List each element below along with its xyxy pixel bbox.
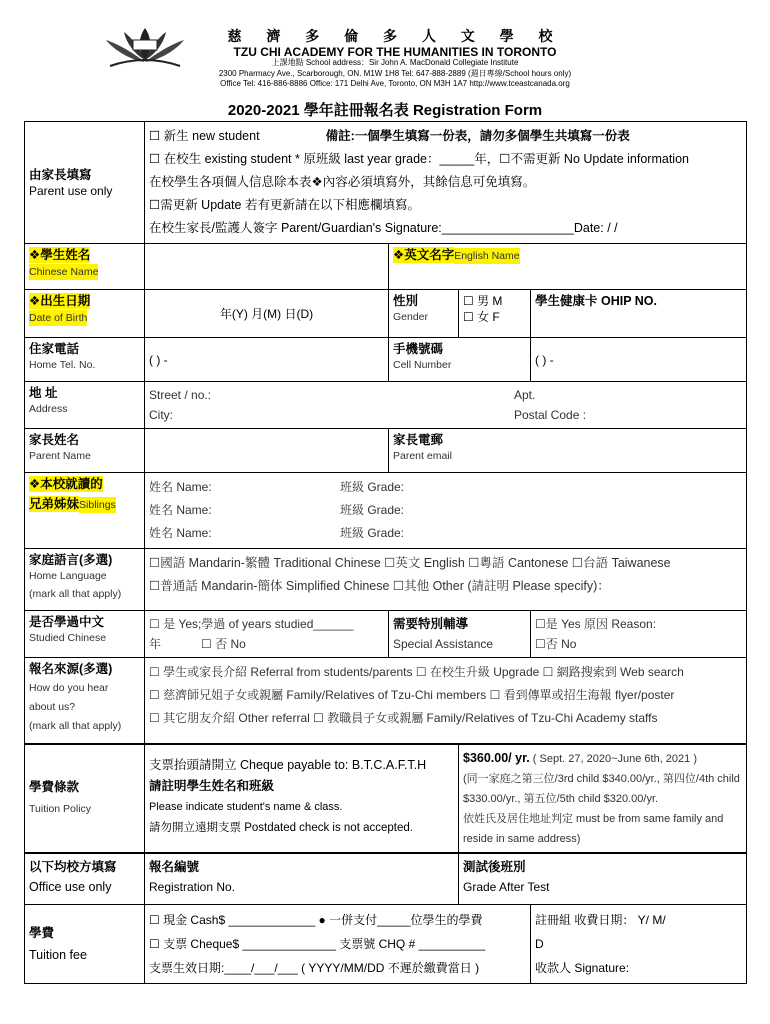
payment-date-field[interactable]: 註冊組 收費日期： Y/ M/ (535, 913, 666, 927)
existing-student-checkbox[interactable]: ☐ 在校生 existing student * 原班級 last year grade：_____年，☐不需更新 No Update information (149, 152, 689, 166)
cheque-payable: 支票抬頭請開立 Cheque payable to: B.T.C.A.F.T.H (149, 757, 427, 772)
source-options-3[interactable]: ☐ 其它朋友介紹 Other referral ☐ 教職員子女或親屬 Family/Relatives of Tzu-Chi Academy staffs (149, 711, 658, 725)
tuition-fee: $360.00/ yr. (463, 750, 530, 765)
school-english-title: TZU CHI ACADEMY FOR THE HUMANITIES IN TORONTO (233, 45, 557, 59)
cheque-date-field[interactable]: 支票生效日期:____/___/___ ( YYYY/MM/DD 不遲於繳費當日 ) (149, 961, 480, 975)
male-checkbox[interactable]: ☐ 男 M (463, 294, 503, 308)
office-contact: Office Tel: 416-886-8886 Office: 171 Delhi Ave, Toronto, ON M3H 1A7 http://www.tceastcanada.org (220, 79, 570, 88)
form-note: 備註:一個學生填寫一份表，請勿多個學生共填寫一份表 (325, 129, 630, 143)
form-title: 2020-2021 學年註冊報名表 Registration Form (227, 102, 543, 119)
female-checkbox[interactable]: ☐ 女 F (463, 310, 500, 324)
home-language-options-1[interactable]: ☐國語 Mandarin-繁體 Traditional Chinese ☐英文 English ☐粵語 Cantonese ☐台語 Taiwanese (149, 556, 671, 570)
cheque-payment-field[interactable]: ☐ 支票 Cheque$ ______________ 支票號 CHQ # __________ (149, 937, 486, 951)
school-address: 上課地點 School address：Sir John A. MacDonald Collegiate Institute (271, 58, 519, 67)
school-contact: 2300 Pharmacy Ave., Scarborough, ON. M1W 1H8 Tel: 647-888-2889 (週日專線/School hours only) (218, 69, 572, 78)
home-language-options-2[interactable]: ☐普通話 Mandarin-簡体 Simplified Chinese ☐其他 Other (請註明 Please specify)： (149, 579, 610, 593)
parent-use-label: 由家長填寫 (29, 167, 92, 182)
source-options-2[interactable]: ☐ 慈濟師兄姐子女或親屬 Family/Relatives of Tzu-Chi members ☐ 看到傳單或招生海報 flyer/poster (149, 688, 675, 702)
grade-after-test-field[interactable]: Grade After Test (463, 879, 550, 894)
parent-email-input[interactable] (531, 429, 747, 473)
school-chinese-title: 慈 濟 多 倫 多 人 文 學 校 (227, 29, 563, 45)
ohip-number-field[interactable]: 學生健康卡 OHIP NO. (531, 290, 747, 338)
cash-payment-field[interactable]: ☐ 現金 Cash$ _____________ ● 一併支付_____位學生的學費 (149, 913, 483, 927)
registration-table: 由家長填寫 Parent use only ☐ 新生 new student 備註:一個學生填寫一份表，請勿多個學生共填寫一份表 ☐ 在校生 existing student * 原班級 last year grade：_____年，☐不需更新 No Update information 在校學生各項個人信息除本表❖內容必須填寫外，其餘信息可免填寫。 ☐需更新 Update 若有更新請在以下相應欄填寫。 在校生家長/監護人簽字 Parent/Guardian's Signature:___________________Date: / / ❖學生姓名Chinese Name ❖英文名字English Name ❖出生日期Date of Birth 年(Y) 月(M) 日(D) 性別 Gender ☐ 男 M ☐ 女 F 學生健康卡 OHIP NO. 住家電話 Home Tel. No. ( ) - 手機號碼 Cell Number ( ) - 地 址 Address Street / no.: Apt. City: Postal Code : 家長姓名 Parent Name 家長電郵 Parent email ❖本校就讀的兄弟姊妹Siblings 姓名 Name: 班級 Grade: 姓名 Name: 班級 Grade: 姓名 Name: 班級 Grade: 家庭語言(多選) Home Language (mark all that apply) ☐國語 Mandarin-繁體 Traditional Chinese ☐英文 English ☐粵語 Cantonese ☐台語 Taiwanese ☐普通話 Mandarin-簡体 Simplified Chinese ☐其他 Other (請註明 Please specify)： 是否學過中文 Studied Chinese ☐ 是 Yes;學過 of years studied______ 年 ☐ 否 No 需要特別輔導 Special Assistance ☐是 Yes 原因 Reason: ☐否 No 報名來源(多選) How do you hear about us? (mark all that apply) ☐ 學生或家長介紹 Referral from students/parents ☐ 在校生升級 Upgrade ☐ 網路搜索到 Web search ☐ 慈濟師兄姐子女或親屬 Family/Relatives of Tzu-Chi members ☐ 看到傳單或招生海報 flyer/poster ☐ 其它朋友介紹 Other referral ☐ 教職員子女或親屬 Family/Relatives of Tzu-Chi Academy staffs 學費條款 Tuition Policy 支票抬頭請開立 Cheque payable to: B.T.C.A.F.T.H 請註明學生姓名和班級 Please indicate student's name & class. 請勿開立遠期支票 Postdated check is not accepted. $360.00/ yr. ( Sept. 27, 2020~June 6th, 2021 ) (同一家庭之第三位/3rd child $340.00/yr., 第四位/4th child $330.00/yr., 第五位/5th child $320.00/yr. 依姓氏及居住地址判定 must be from same family and reside in same address) 以下均校方填寫 Office use only 報名編號 Registration No. 測試後班別 Grade After Test 學費 Tuition fee ☐ 現金 Cash$ _____________ ● 一併支付_____位學生的學費 ☐ 支票 Cheque$ ______________ 支票號 CHQ # __________ 支票生效日期:____/___/___ ( YYYY/MM/DD 不遲於繳費當日 ) 註冊組 收費日期： Y/ M/ D 收款人 Signature: (24, 121, 746, 984)
assistance-yes-checkbox[interactable]: ☐是 Yes 原因 Reason: (535, 617, 657, 631)
source-options-1[interactable]: ☐ 學生或家長介紹 Referral from students/parents ☐ 在校生升級 Upgrade ☐ 網路搜索到 Web search (149, 665, 684, 679)
receiver-signature-field[interactable]: 收款人 Signature: (535, 961, 630, 975)
studied-yes-checkbox[interactable]: ☐ 是 Yes;學過 of years studied______ (149, 617, 354, 631)
tzu-chi-lotus-logo-icon (100, 24, 190, 70)
form-header (0, 0, 770, 120)
parent-signature-field[interactable]: 在校生家長/監護人簽字 Parent/Guardian's Signature:___________________Date: / / (149, 221, 618, 235)
date-of-birth-input[interactable]: 年(Y) 月(M) 日(D) (145, 290, 389, 338)
english-name-input[interactable] (531, 244, 747, 290)
siblings-input[interactable]: 姓名 Name: 班級 Grade: 姓名 Name: 班級 Grade: 姓名 Name: 班級 Grade: (145, 473, 747, 549)
studied-no-checkbox[interactable]: ☐ 否 No (201, 637, 246, 651)
update-checkbox[interactable]: ☐需更新 Update 若有更新請在以下相應欄填寫。 (149, 198, 420, 212)
chinese-name-input[interactable] (145, 244, 389, 290)
address-input[interactable]: Street / no.: Apt. City: Postal Code : (145, 382, 747, 429)
registration-number-field[interactable]: Registration No. (149, 879, 236, 894)
parent-name-input[interactable] (145, 429, 389, 473)
existing-student-note: 在校學生各項個人信息除本表❖內容必須填寫外，其餘信息可免填寫。 (149, 175, 536, 189)
assistance-no-checkbox[interactable]: ☐否 No (535, 637, 577, 651)
home-tel-input[interactable]: ( ) - (145, 338, 389, 382)
cell-number-input[interactable]: ( ) - (531, 338, 747, 382)
new-student-checkbox[interactable]: ☐ 新生 new student (149, 129, 260, 143)
